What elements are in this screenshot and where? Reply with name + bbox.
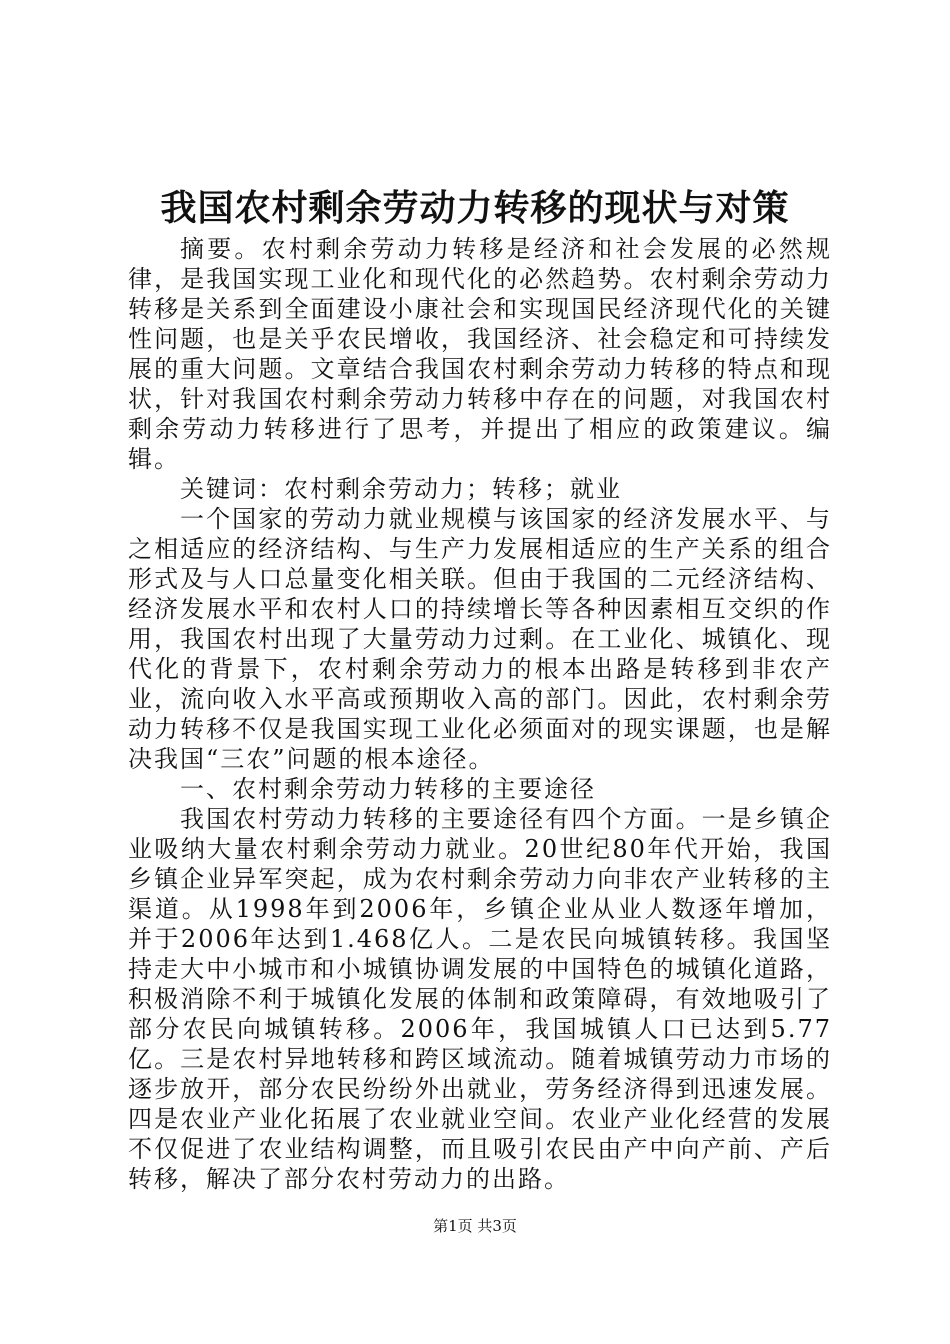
- section-paragraph: 我国农村劳动力转移的主要途径有四个方面。一是乡镇企业吸纳大量农村剩余劳动力就业。20世纪80年代开始，我国乡镇企业异军突起，成为农村剩余劳动力向非农产业转移的主渠道。从1998年到2006年，乡镇企业从业人数逐年增加，并于2006年达到1.468亿人。二是农民向城镇转移。我国坚持走大中小城市和小城镇协调发展的中国特色的城镇化道路，积极消除不利于城镇化发展的体制和政策障碍，有效地吸引了部分农民向城镇转移。2006年，我国城镇人口已达到5.77亿。三是农村异地转移和跨区域流动。随着城镇劳动力市场的逐步放开，部分农民纷纷外出就业，劳务经济得到迅速发展。四是农业产业化拓展了农业就业空间。农业产业化经营的发展不仅促进了农业结构调整，而且吸引农民由产中向产前、产后转移，解决了部分农村劳动力的出路。: [128, 805, 832, 1193]
- document-body: [128, 234, 832, 1194]
- keywords-paragraph: 关键词：农村剩余劳动力；转移；就业: [180, 475, 622, 503]
- document-title: 我国农村剩余劳动力转移的现状与对策: [160, 187, 790, 229]
- abstract-paragraph: 摘要。农村剩余劳动力转移是经济和社会发展的必然规律，是我国实现工业化和现代化的必然趋势。农村剩余劳动力转移是关系到全面建设小康社会和实现国民经济现代化的关键性问题，也是关乎农民增收，我国经济、社会稳定和可持续发展的重大问题。文章结合我国农村剩余劳动力转移的特点和现状，针对我国农村剩余劳动力转移中存在的问题，对我国农村剩余劳动力转移进行了思考，并提出了相应的政策建议。编辑。: [128, 235, 832, 473]
- intro-paragraph: 一个国家的劳动力就业规模与该国家的经济发展水平、与之相适应的经济结构、与生产力发展相适应的生产关系的组合形式及与人口总量变化相关联。但由于我国的二元经济结构、经济发展水平和农村人口的持续增长等各种因素相互交织的作用，我国农村出现了大量劳动力过剩。在工业化、城镇化、现代化的背景下，农村剩余劳动力的根本出路是转移到非农产业，流向收入水平高或预期收入高的部门。因此，农村剩余劳动力转移不仅是我国实现工业化必须面对的现实课题，也是解决我国“三农”问题的根本途径。: [128, 505, 832, 773]
- page-footer: 第1页 共3页: [433, 1217, 517, 1235]
- section-heading: 一、农村剩余劳动力转移的主要途径: [180, 775, 596, 803]
